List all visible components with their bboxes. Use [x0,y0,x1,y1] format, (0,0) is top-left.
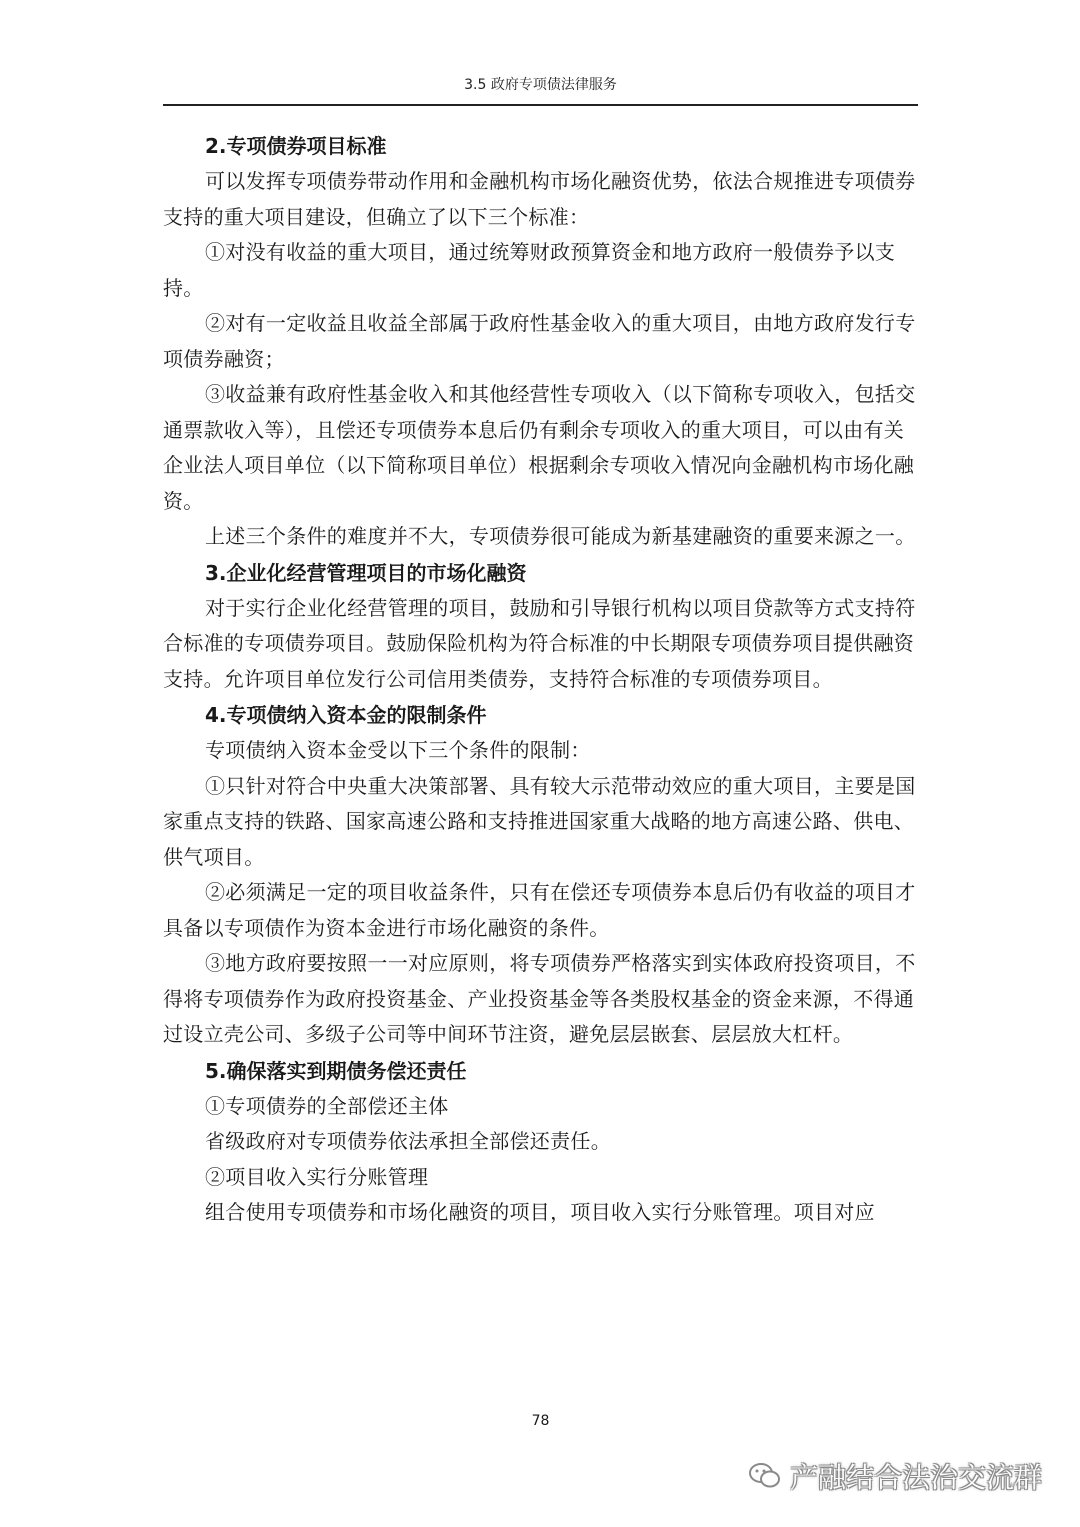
paragraph: ②必须满足一定的项目收益条件，只有在偿还专项债券本息后仍有收益的项目才具备以专项债作为资本金进行市场化融资的条件。 [163,880,916,940]
paragraph: ③地方政府要按照一一对应原则，将专项债券严格落实到实体政府投资项目，不得将专项债券作为政府投资基金、产业投资基金等各类股权基金的资金来源，不得通过设立壳公司、多级子公司等中间环节注资，避免层层嵌套、层层放大杠杆。 [163,951,916,1046]
page-number: 78 [531,1413,550,1429]
paragraph: 专项债纳入资本金受以下三个条件的限制： [205,738,591,762]
paragraph: ②项目收入实行分账管理 [205,1164,429,1189]
watermark-text: 产融结合法治交流群 [789,1461,1042,1494]
paragraph: ②对有一定收益且收益全部属于政府性基金收入的重大项目，由地方政府发行专项债券融资； [163,311,916,371]
paragraph: 对于实行企业化经营管理的项目，鼓励和引导银行机构以项目贷款等方式支持符合标准的专项债券项目。鼓励保险机构为符合标准的中长期限专项债券项目提供融资支持。允许项目单位发行公司信用类债券，支持符合标准的专项债券项目。 [163,595,916,691]
paragraph: ①专项债券的全部偿还主体 [205,1093,449,1118]
section-heading: 5.确保落实到期债务偿还责任 [205,1058,467,1083]
paragraph: 可以发挥专项债券带动作用和金融机构市场化融资优势，依法合规推进专项债券支持的重大项目建设，但确立了以下三个标准： [163,169,916,229]
paragraph: ①对没有收益的重大项目，通过统筹财政预算资金和地方政府一般债券予以支持。 [163,240,896,300]
section-heading: 4.专项债纳入资本金的限制条件 [205,703,487,727]
document-body [163,128,918,1231]
wechat-icon [748,1459,782,1493]
paragraph: 上述三个条件的难度并不大，专项债券很可能成为新基建融资的重要来源之一。 [205,524,916,548]
paragraph: ③收益兼有政府性基金收入和其他经营性专项收入（以下简称专项收入，包括交通票款收入等），且偿还专项债券本息后仍有剩余专项收入的重大项目，可以由有关企业法人项目单位（以下简称项目单位）根据剩余专项收入情况向金融机构市场化融资。 [163,382,916,513]
header-divider [163,104,918,106]
paragraph: ①只针对符合中央重大决策部署、具有较大示范带动效应的重大项目，主要是国家重点支持的铁路、国家高速公路和支持推进国家重大战略的地方高速公路、供电、供气项目。 [163,773,916,869]
paragraph: 组合使用专项债券和市场化融资的项目，项目收入实行分账管理。项目对应 [205,1200,875,1224]
watermark [748,1456,1042,1496]
section-heading: 3.企业化经营管理项目的市场化融资 [205,560,527,585]
page-header: 3.5 政府专项债法律服务 [464,77,617,93]
paragraph: 省级政府对专项债券依法承担全部偿还责任。 [205,1129,611,1153]
section-heading: 2.专项债券项目标准 [205,134,387,158]
